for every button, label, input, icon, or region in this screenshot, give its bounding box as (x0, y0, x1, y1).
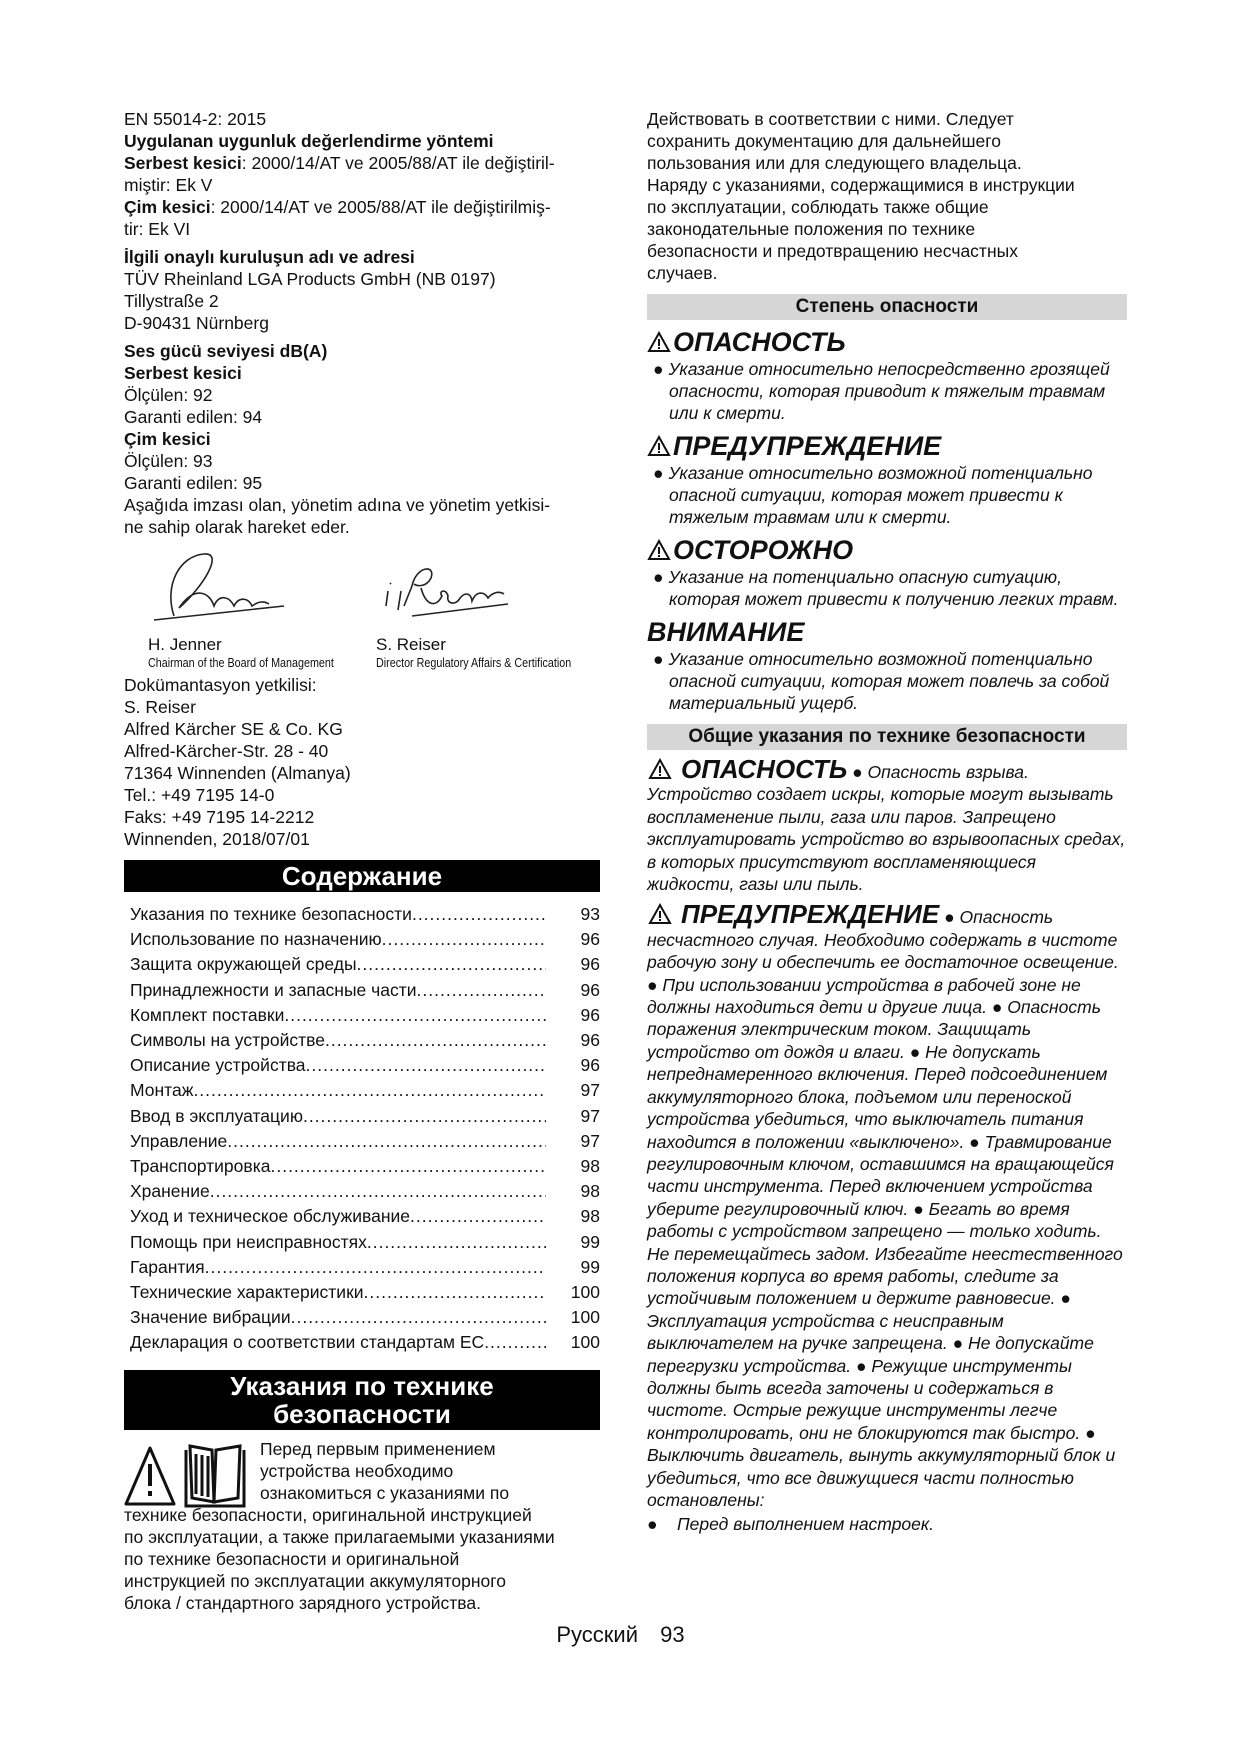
notified-body-line: Tillystraße 2 (124, 291, 219, 311)
toc-row[interactable]: Уход и техническое обслуживание ..... 98 (130, 1204, 600, 1229)
right-column (647, 108, 1127, 1536)
page-footer (0, 1622, 1241, 1648)
sound-measured-1: Ölçülen: 92 (124, 385, 213, 405)
toc-row[interactable]: Монтаж ..... 97 (130, 1078, 600, 1103)
danger-inline-heading: ОПАСНОСТЬ (681, 754, 848, 784)
warning-paragraph (647, 899, 1127, 1511)
documentation-line: Dokümantasyon yetkilisi: (124, 675, 317, 695)
level-warning-title: ПРЕДУПРЕЖДЕНИЕ (647, 430, 1127, 462)
signature-name: S. Reiser (376, 635, 446, 654)
procedure-heading: Uygulanan uygunluk değerlendirme yöntemi (124, 131, 494, 151)
danger-paragraph (647, 754, 1127, 895)
level-danger-title: ОПАСНОСТЬ (647, 326, 1127, 358)
toc-row[interactable]: Указания по технике безопасности ..... 93 (130, 902, 600, 927)
toc-row[interactable]: Помощь при неисправностях ..... 99 (130, 1230, 600, 1255)
procedure-line-1 (124, 152, 600, 174)
procedure-line-1-cont: miştir: Ek V (124, 175, 213, 195)
safety-title-line-2: безопасности (273, 1398, 451, 1429)
toc-row[interactable]: Хранение ..... 98 (130, 1179, 600, 1204)
notified-body-heading: İlgili onaylı kuruluşun adı ve adresi (124, 247, 415, 267)
safety-intro-line: технике безопасности, оригинальной инструкцией (124, 1504, 532, 1525)
documentation-line: 71364 Winnenden (Almanya) (124, 763, 351, 783)
signature-name: H. Jenner (148, 635, 222, 654)
sound-heading: Ses gücü seviyesi dB(A) (124, 341, 328, 361)
signature-jenner-graphic (134, 546, 304, 630)
warning-inline-heading: ПРЕДУПРЕЖДЕНИЕ (681, 899, 940, 930)
warning-text: ● Опасность несчастного случая. Необходимо содержать в чистоте рабочую зону и обеспечить ее достаточное освещение. ● При использовании устройства в рабочей зоне не должны находиться дети и другие лица. ● Опасность поражения электрическим током. Защищать устройство от дождя и влаги. ● Не допускать непреднамеренного включения. Перед подсоединением аккумуляторного блока, подъемом или переноской устройства убедиться, что выключатель питания находится в положении «выключено». ● Травмирование регулировочным ключом, оставшимся на вращающейся части инструмента. Перед включением устройства уберите регулировочный ключ. ● Бегать во время работы с устройством запрещено — только ходить. Не перемещайтесь задом. Избегайте неестественного положения корпуса во время работы, следите за устойчивым положением и держите равновесие. ● Эксплуатация устройства с неисправным выключателем на ручке запрещена. ● Не допускайте перегрузки устройства. ● Режущие инструменты должны быть всегда заточены и содержаться в чистоте. Острые режущие инструменты легче контролировать, они не блокируются так быстро. ● Выключить двигатель, вынуть аккумуляторный блок и убедиться, что все движущиеся части полностью остановлены: (647, 907, 1123, 1510)
intro-line: сохранить документацию для дальнейшего (647, 131, 1001, 151)
sound-sub-2: Çim kesici (124, 429, 211, 449)
signature-title: Chairman of the Board of Management (148, 656, 334, 670)
safety-intro-line: блока / стандартного зарядного устройства. (124, 1592, 481, 1613)
level-caution-title: ОСТОРОЖНО (647, 534, 1127, 566)
intro-line: Действовать в соответствии с ними. Следует (647, 109, 1014, 129)
toc-row[interactable]: Защита окружающей среды ..... 96 (130, 952, 600, 977)
warning-triangle-icon (647, 903, 673, 925)
documentation-line: Faks: +49 7195 14-2212 (124, 807, 315, 827)
undersigned-line: ne sahip olarak hareket eder. (124, 517, 350, 537)
manual-book-icon (186, 1446, 244, 1506)
intro-line: законодательные положения по технике (647, 219, 976, 239)
level-warning-text: ● Указание относительно возможной потенциально опасной ситуации, которая может привести к тяжелым травмам или к смерти. (653, 463, 1093, 527)
warning-triangle-icon (647, 539, 671, 561)
signature-reiser-graphic (376, 546, 516, 630)
warning-triangle-icon (647, 758, 673, 780)
intro-line: безопасности и предотвращению несчастных (647, 241, 1018, 261)
toc-row[interactable]: Декларация о соответствии стандартам ЕС ..... 100 (130, 1330, 600, 1355)
toc-row[interactable]: Принадлежности и запасные части ..... 96 (130, 978, 600, 1003)
level-caution-text: ● Указание на потенциально опасную ситуацию, которая может привести к получению легких травм. (653, 567, 1119, 609)
level-notice-text: ● Указание относительно возможной потенциально опасной ситуации, которая может повлечь за собой материальный ущерб. (653, 649, 1110, 713)
toc-row[interactable]: Гарантия ..... 99 (130, 1255, 600, 1280)
sound-guaranteed-2: Garanti edilen: 95 (124, 473, 263, 493)
general-safety-title: Общие указания по технике безопасности (647, 724, 1127, 750)
signature-reiser (376, 546, 603, 671)
left-column (124, 108, 600, 1614)
documentation-line: Tel.: +49 7195 14-0 (124, 785, 275, 805)
notified-body-line: D-90431 Nürnberg (124, 313, 269, 333)
sound-measured-2: Ölçülen: 93 (124, 451, 213, 471)
procedure-line-1-rest: : 2000/14/AT ve 2005/88/AT ile değiştiril- (241, 153, 555, 173)
notified-body-line: TÜV Rheinland LGA Products GmbH (NB 0197) (124, 269, 496, 289)
warning-manual-icons (124, 1442, 256, 1514)
warning-triangle-icon (647, 435, 671, 457)
toc-row[interactable]: Управление ..... 97 (130, 1129, 600, 1154)
toc-row[interactable]: Транспортировка ..... 98 (130, 1154, 600, 1179)
toc-row[interactable]: Ввод в эксплуатацию ..... 97 (130, 1104, 600, 1129)
safety-title (124, 1370, 600, 1430)
intro-line: по эксплуатации, соблюдать также общие (647, 197, 989, 217)
toc-row[interactable]: Комплект поставки ..... 96 (130, 1003, 600, 1028)
procedure-line-2-cont: tir: Ek VI (124, 219, 191, 239)
safety-intro-line: по эксплуатации, а также прилагаемыми указаниями (124, 1526, 555, 1547)
level-danger-text: ● Указание относительно непосредственно грозящей опасности, которая приводит к тяжелым травмам или к смерти. (653, 359, 1110, 423)
signature-title: Director Regulatory Affairs & Certification (376, 656, 572, 670)
intro-line: пользования или для следующего владельца. (647, 153, 1022, 173)
safety-intro (124, 1438, 600, 1614)
safety-title-line-1: Указания по технике (230, 1370, 494, 1401)
last-bullet: ● Перед выполнением настроек. (647, 1514, 935, 1535)
intro-line: Наряду с указаниями, содержащимися в инструкции (647, 175, 1075, 195)
toc-row[interactable]: Значение вибрации ..... 100 (130, 1305, 600, 1330)
procedure-line-2 (124, 196, 600, 218)
toc-row[interactable]: Технические характеристики ..... 100 (130, 1280, 600, 1305)
documentation-line: S. Reiser (124, 697, 196, 717)
danger-text: ● Опасность взрыва. Устройство создает искры, которые могут вызывать воспламенение пыли, газа или паров. Запрещено эксплуатировать устройство во взрывоопасных средах, в которых присутствуют воспламеняющиеся жидкости, газы или пыль. (647, 762, 1126, 895)
intro-line: случаев. (647, 263, 718, 283)
toc-row[interactable]: Использование по назначению ..... 96 (130, 927, 600, 952)
signature-block (124, 546, 600, 674)
standard-line: EN 55014-2: 2015 (124, 109, 267, 129)
documentation-line: Winnenden, 2018/07/01 (124, 829, 310, 849)
procedure-line-2-rest: : 2000/14/AT ve 2005/88/AT ile değiştirilmiş- (210, 197, 551, 217)
signature-jenner (134, 546, 364, 671)
footer-page-number: 93 (660, 1622, 685, 1647)
toc-row[interactable]: Описание устройства ..... 96 (130, 1053, 600, 1078)
sound-guaranteed-1: Garanti edilen: 94 (124, 407, 263, 427)
sound-sub-1: Serbest kesici (124, 363, 242, 383)
undersigned-line: Aşağıda imzası olan, yönetim adına ve yönetim yetkisi- (124, 495, 551, 515)
safety-intro-line: инструкцией по эксплуатации аккумуляторного (124, 1570, 506, 1591)
safety-intro-line: по технике безопасности и оригинальной (124, 1548, 460, 1569)
danger-levels-title: Степень опасности (647, 294, 1127, 320)
documentation-line: Alfred Kärcher SE & Co. KG (124, 719, 343, 739)
procedure-line-1-bold: Serbest kesici (124, 153, 242, 173)
table-of-contents (130, 902, 600, 1356)
procedure-line-2-bold: Çim kesici (124, 197, 211, 217)
level-notice-title: ВНИМАНИЕ (647, 617, 805, 647)
toc-row[interactable]: Символы на устройстве ..... 96 (130, 1028, 600, 1053)
safety-intro-indented: Перед первым применением устройства необходимо ознакомиться с указаниями по (260, 1438, 510, 1503)
footer-language: Русский (556, 1622, 639, 1647)
warning-triangle-icon (647, 331, 671, 353)
contents-title: Содержание (124, 860, 600, 892)
documentation-line: Alfred-Kärcher-Str. 28 - 40 (124, 741, 329, 761)
